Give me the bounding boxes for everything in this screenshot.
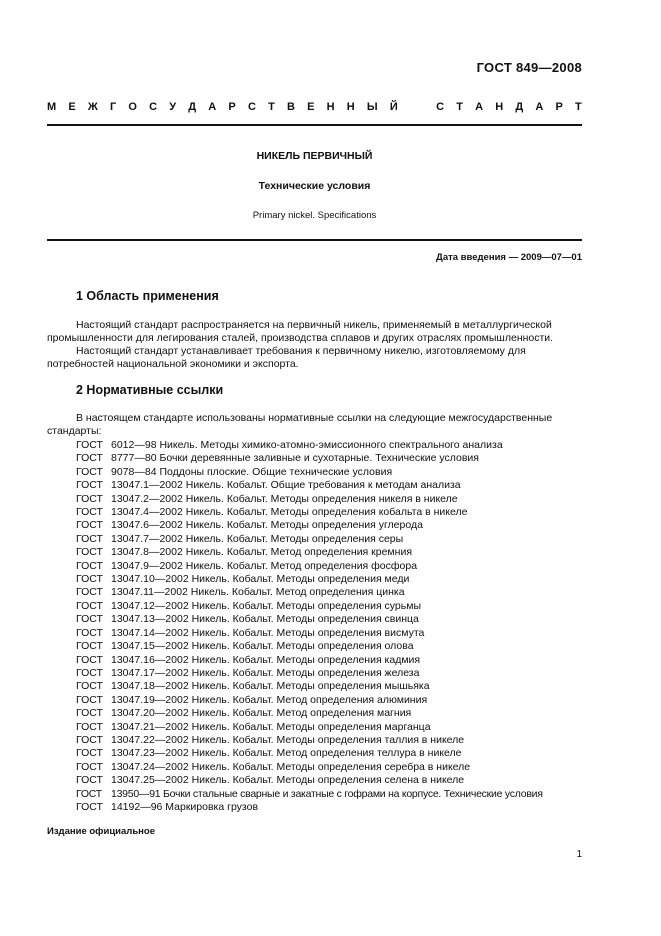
document-title: НИКЕЛЬ ПЕРВИЧНЫЙ [256,150,373,162]
section-2-intro [47,412,582,439]
banner-letter: А [535,101,544,113]
paragraph-line: Настоящий стандарт устанавливает требования к первичному никелю, изготовляемому для [76,345,526,357]
gost-number: ГОСТ 849—2008 [476,60,582,75]
reference-prefix: ГОСТ [76,693,103,706]
reference-item [76,533,582,546]
banner-letter: С [436,101,445,113]
banner-letter: Т [268,101,275,113]
section-1-paragraph-1 [47,319,582,346]
reference-item [76,774,582,787]
banner-letter: Ы [366,101,378,113]
reference-text: 13047.9—2002 Никель. Кобальт. Метод определения фосфора [111,559,418,572]
section-2-heading: 2 Нормативные ссылки [76,383,224,397]
reference-text: 13047.24—2002 Никель. Кобальт. Методы определения серебра в никеле [111,760,471,773]
reference-item [76,761,582,774]
reference-item [76,654,582,667]
reference-item [76,680,582,693]
reference-item [76,506,582,519]
reference-item [76,600,582,613]
reference-item [76,694,582,707]
reference-item [76,734,582,747]
reference-text: 13047.2—2002 Никель. Кобальт. Методы определения никеля в никеле [111,492,458,505]
normative-references-list [76,439,582,814]
reference-text: 13047.23—2002 Никель. Кобальт. Метод определения теллура в никеле [111,747,462,760]
reference-prefix: ГОСТ [76,519,103,532]
reference-prefix: ГОСТ [76,573,103,586]
reference-prefix: ГОСТ [76,774,103,787]
reference-text: 13047.22—2002 Никель. Кобальт. Методы определения таллия в никеле [111,733,465,746]
reference-text: 6012—98 Никель. Методы химико-атомно-эмиссионного спектрального анализа [111,439,503,451]
paragraph-line: В настоящем стандарте использованы нормативные ссылки на следующие межгосударственные [76,412,553,424]
banner-letter: С [247,101,256,113]
document-subtitle: Технические условия [258,180,371,192]
reference-item [76,721,582,734]
banner-gap [410,101,424,113]
reference-item [76,667,582,680]
banner-letter: С [149,101,158,113]
reference-prefix: ГОСТ [76,653,103,666]
banner-letter: Е [68,101,76,113]
reference-item [76,788,582,801]
page-number: 1 [576,849,582,860]
banner-letter: Й [389,101,398,113]
reference-item [76,627,582,640]
reference-prefix: ГОСТ [76,506,103,519]
reference-prefix: ГОСТ [76,680,103,693]
reference-text: 13047.15—2002 Никель. Кобальт. Методы определения олова [111,640,414,653]
reference-item [76,801,582,814]
banner-letter: Е [307,101,315,113]
reference-prefix: ГОСТ [76,559,103,572]
reference-prefix: ГОСТ [76,733,103,746]
reference-text: 13047.19—2002 Никель. Кобальт. Метод определения алюминия [111,693,428,706]
banner-letter: О [128,101,137,113]
reference-prefix: ГОСТ [76,760,103,773]
paragraph-line: потребностей национальной экономики и экспорта. [47,358,299,371]
reference-text: 13047.6—2002 Никель. Кобальт. Методы определения углерода [111,519,423,532]
reference-prefix: ГОСТ [76,613,103,626]
banner-letter: Н [346,101,355,113]
reference-prefix: ГОСТ [76,626,103,639]
banner-letter: А [475,101,484,113]
paragraph-line: Настоящий стандарт распространяется на первичный никель, применяемый в металлургической [76,319,552,331]
paragraph-line: стандарты: [47,425,102,438]
banner-letter: Д [515,101,524,113]
reference-item [76,573,582,586]
document-english-title: Primary nickel. Specifications [252,210,377,221]
standard-banner [47,101,582,113]
title-divider [47,239,582,241]
reference-text: 8777—80 Бочки деревянные заливные и сухотарные. Технические условия [111,452,479,465]
reference-prefix: ГОСТ [76,720,103,733]
banner-letter: Г [109,101,117,113]
reference-text: 13047.13—2002 Никель. Кобальт. Методы определения свинца [111,613,419,626]
section-1-heading: 1 Область применения [76,289,219,303]
reference-item [76,613,582,626]
reference-text: 13047.25—2002 Никель. Кобальт. Методы определения селена в никеле [111,774,465,787]
reference-prefix: ГОСТ [76,800,103,813]
banner-letter: В [286,101,295,113]
top-divider [47,124,582,126]
reference-text: 13047.12—2002 Никель. Кобальт. Методы определения сурьмы [111,599,422,612]
reference-prefix: ГОСТ [76,586,103,599]
banner-letter: Д [188,101,197,113]
reference-text: 13047.16—2002 Никель. Кобальт. Методы определения кадмия [111,653,421,666]
reference-item [76,560,582,573]
reference-prefix: ГОСТ [76,532,103,545]
reference-item [76,439,582,452]
reference-item [76,493,582,506]
reference-text: 13047.20—2002 Никель. Кобальт. Метод определения магния [111,707,412,720]
reference-item [76,747,582,760]
reference-prefix: ГОСТ [76,707,103,720]
reference-text: 13047.1—2002 Никель. Кобальт. Общие требования к методам анализа [111,479,461,492]
reference-text: 13047.11—2002 Никель. Кобальт. Метод определения цинка [111,586,405,599]
reference-prefix: ГОСТ [76,666,103,679]
reference-item [76,546,582,559]
reference-prefix: ГОСТ [76,452,103,465]
banner-letter: Р [228,101,236,113]
reference-item [76,707,582,720]
reference-text: 13047.10—2002 Никель. Кобальт. Методы определения меди [111,573,410,586]
reference-item [76,640,582,653]
reference-prefix: ГОСТ [76,479,103,492]
official-edition-label: Издание официальное [47,826,155,837]
reference-text: 13950—91 Бочки стальные сварные и закатные с гофрами на корпусе. Технические условия [111,787,543,800]
reference-item [76,586,582,599]
reference-text: 13047.7—2002 Никель. Кобальт. Методы определения серы [111,532,404,545]
reference-item [76,466,582,479]
reference-prefix: ГОСТ [76,599,103,612]
reference-item [76,452,582,465]
reference-prefix: ГОСТ [76,787,102,800]
reference-text: 13047.18—2002 Никель. Кобальт. Методы определения мышьяка [111,680,430,693]
reference-item [76,479,582,492]
banner-letter: М [47,101,57,113]
reference-prefix: ГОСТ [76,492,103,505]
banner-letter: Ж [87,101,98,113]
reference-text: 14192—96 Маркировка грузов [111,800,259,813]
banner-letter: Т [575,101,582,113]
banner-letter: Н [495,101,504,113]
reference-text: 13047.8—2002 Никель. Кобальт. Метод определения кремния [111,546,413,559]
reference-text: 13047.14—2002 Никель. Кобальт. Методы определения висмута [111,626,425,639]
banner-letter: У [169,101,177,113]
reference-text: 9078—84 Поддоны плоские. Общие технические условия [111,465,393,478]
introduction-date: Дата введения — 2009—07—01 [436,252,582,263]
reference-prefix: ГОСТ [76,465,103,478]
banner-letter: Н [326,101,335,113]
reference-item [76,519,582,532]
reference-prefix: ГОСТ [76,439,103,451]
reference-prefix: ГОСТ [76,546,103,559]
reference-text: 13047.17—2002 Никель. Кобальт. Методы определения железа [111,666,420,679]
reference-prefix: ГОСТ [76,640,103,653]
section-1-paragraph-2 [47,345,582,372]
paragraph-line: промышленности для легирования сталей, производства сплавов и других отраслях промышленности. [47,332,554,345]
banner-letter: Т [456,101,463,113]
reference-prefix: ГОСТ [76,747,103,760]
banner-letter: Р [555,101,563,113]
banner-letter: А [208,101,217,113]
reference-text: 13047.4—2002 Никель. Кобальт. Методы определения кобальта в никеле [111,506,468,519]
reference-text: 13047.21—2002 Никель. Кобальт. Методы определения марганца [111,720,431,733]
